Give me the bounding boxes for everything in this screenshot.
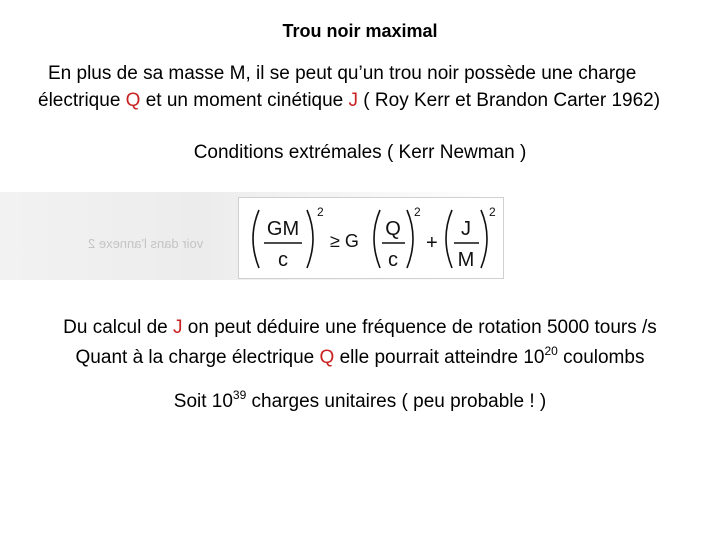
exponent: 2: [317, 205, 324, 219]
mirrored-ghost-text: voir dans l'annexe 2: [88, 236, 204, 251]
conclusion-text: Soit 10: [173, 391, 233, 412]
left-paren: [446, 210, 452, 268]
exponent: 2: [414, 205, 421, 219]
term3-numerator: J: [461, 218, 471, 240]
result-text: coulombs: [557, 347, 645, 368]
result-text: on peut déduire une fréquence de rotation 5000 tours /s: [182, 317, 657, 338]
result-text: elle pourrait atteindre 10: [334, 347, 545, 368]
angular-momentum-symbol: J: [348, 90, 359, 111]
right-paren: [481, 210, 487, 268]
plus-sign: +: [426, 232, 438, 254]
result-text: Du calcul de: [63, 317, 174, 338]
right-paren: [307, 210, 313, 268]
slide-title: Trou noir maximal: [282, 21, 438, 41]
right-paren: [407, 210, 413, 268]
inequality-sign: ≥ G: [330, 231, 359, 251]
exponent: 2: [489, 205, 496, 219]
intro-text: et un moment cinétique: [140, 90, 349, 111]
kerr-newman-formula: [239, 198, 503, 278]
term2-numerator: Q: [385, 218, 401, 240]
term2-denominator: c: [388, 249, 398, 271]
exponent: 39: [232, 388, 247, 402]
term3-denominator: M: [457, 249, 475, 271]
angular-momentum-symbol: J: [173, 317, 183, 338]
result-paragraph: [0, 313, 720, 373]
conditions-heading: Conditions extrémales ( Kerr Newman ): [193, 142, 527, 163]
left-paren: [374, 210, 380, 268]
charge-symbol: Q: [319, 347, 335, 368]
intro-text: ( Roy Kerr et Brandon Carter 1962): [358, 90, 661, 111]
conclusion-line: [0, 388, 720, 413]
formula-image: [238, 197, 504, 279]
charge-symbol: Q: [125, 90, 141, 111]
term1-numerator: GM: [266, 218, 300, 240]
result-line-1: [0, 313, 720, 343]
term1-denominator: c: [278, 249, 288, 271]
intro-line-1: En plus de sa masse M, il se peut qu’un trou noir possède une charge: [48, 63, 637, 84]
intro-line-2: [38, 90, 660, 111]
intro-text: électrique: [38, 90, 126, 111]
intro-paragraph: [38, 60, 698, 114]
conclusion-text: charges unitaires ( peu probable ! ): [246, 391, 547, 412]
exponent: 20: [544, 344, 558, 358]
left-paren: [253, 210, 259, 268]
result-text: Quant à la charge électrique: [75, 347, 320, 368]
result-line-2: [0, 343, 720, 373]
